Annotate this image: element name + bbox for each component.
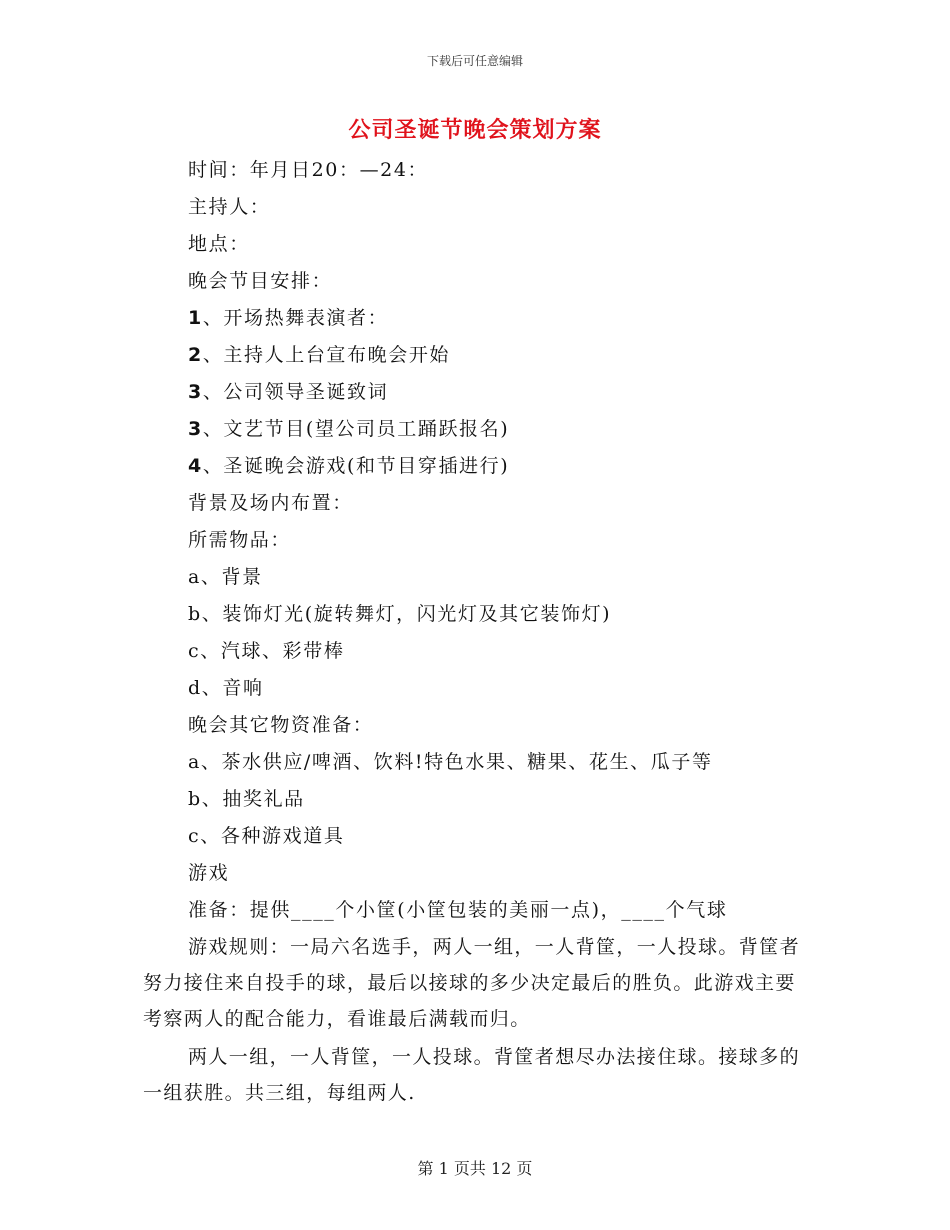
program-item-text: 、圣诞晚会游戏(和节目穿插进行)	[202, 455, 510, 477]
list-item: c、汽球、彩带棒	[188, 640, 345, 662]
list-item: b、装饰灯光(旋转舞灯，闪光灯及其它装饰灯)	[188, 603, 612, 625]
program-heading: 晚会节目安排：	[188, 270, 333, 292]
page-number: 第 1 页共 12 页	[417, 1159, 533, 1178]
program-item-text: 、主持人上台宣布晚会开始	[202, 344, 451, 366]
game-description-paragraph: 两人一组，一人背筐，一人投球。背筐者想尽办法接住球。接球多的一组获胜。共三组，每组两人.	[143, 1046, 801, 1104]
program-item-number: 1	[188, 307, 203, 329]
program-item-number: 4	[188, 455, 203, 477]
program-item-number: 3	[188, 381, 203, 403]
document-title: 公司圣诞节晚会策划方案	[348, 117, 602, 143]
supplies-heading: 晚会其它物资准备：	[188, 714, 374, 736]
program-item-text: 、公司领导圣诞致词	[202, 381, 389, 403]
game-prep-line: 准备：提供____个小筐(小筐包装的美丽一点)，____个气球	[188, 899, 728, 921]
program-item	[143, 300, 803, 337]
program-item	[143, 374, 803, 411]
layout-heading: 背景及场内布置：	[188, 492, 353, 514]
location-line: 地点：	[188, 233, 250, 255]
host-line: 主持人：	[188, 196, 271, 218]
program-item	[143, 448, 803, 485]
program-item-text: 、文艺节目(望公司员工踊跃报名)	[202, 418, 510, 440]
game-rules-paragraph: 游戏规则：一局六名选手，两人一组，一人背筐，一人投球。背筐者努力接住来自投手的球，最后以接球的多少决定最后的胜负。此游戏主要考察两人的配合能力，看谁最后满载而归。	[143, 936, 801, 1030]
program-item	[143, 411, 803, 448]
program-item-number: 3	[188, 418, 203, 440]
items-heading: 所需物品：	[188, 529, 292, 551]
program-item	[143, 337, 803, 374]
header-note: 下载后可任意编辑	[426, 54, 523, 68]
game-heading: 游戏	[188, 862, 230, 884]
program-item-number: 2	[188, 344, 203, 366]
list-item: d、音响	[188, 677, 264, 699]
program-item-text: 、开场热舞表演者：	[202, 307, 389, 329]
list-item: a、茶水供应/啤酒、饮料!特色水果、糖果、花生、瓜子等	[188, 751, 713, 773]
list-item: a、背景	[188, 566, 263, 588]
list-item: b、抽奖礼品	[188, 788, 305, 810]
list-item: c、各种游戏道具	[188, 825, 345, 847]
document-body	[143, 152, 803, 1113]
time-line: 时间：年月日20：—24：	[188, 159, 429, 181]
